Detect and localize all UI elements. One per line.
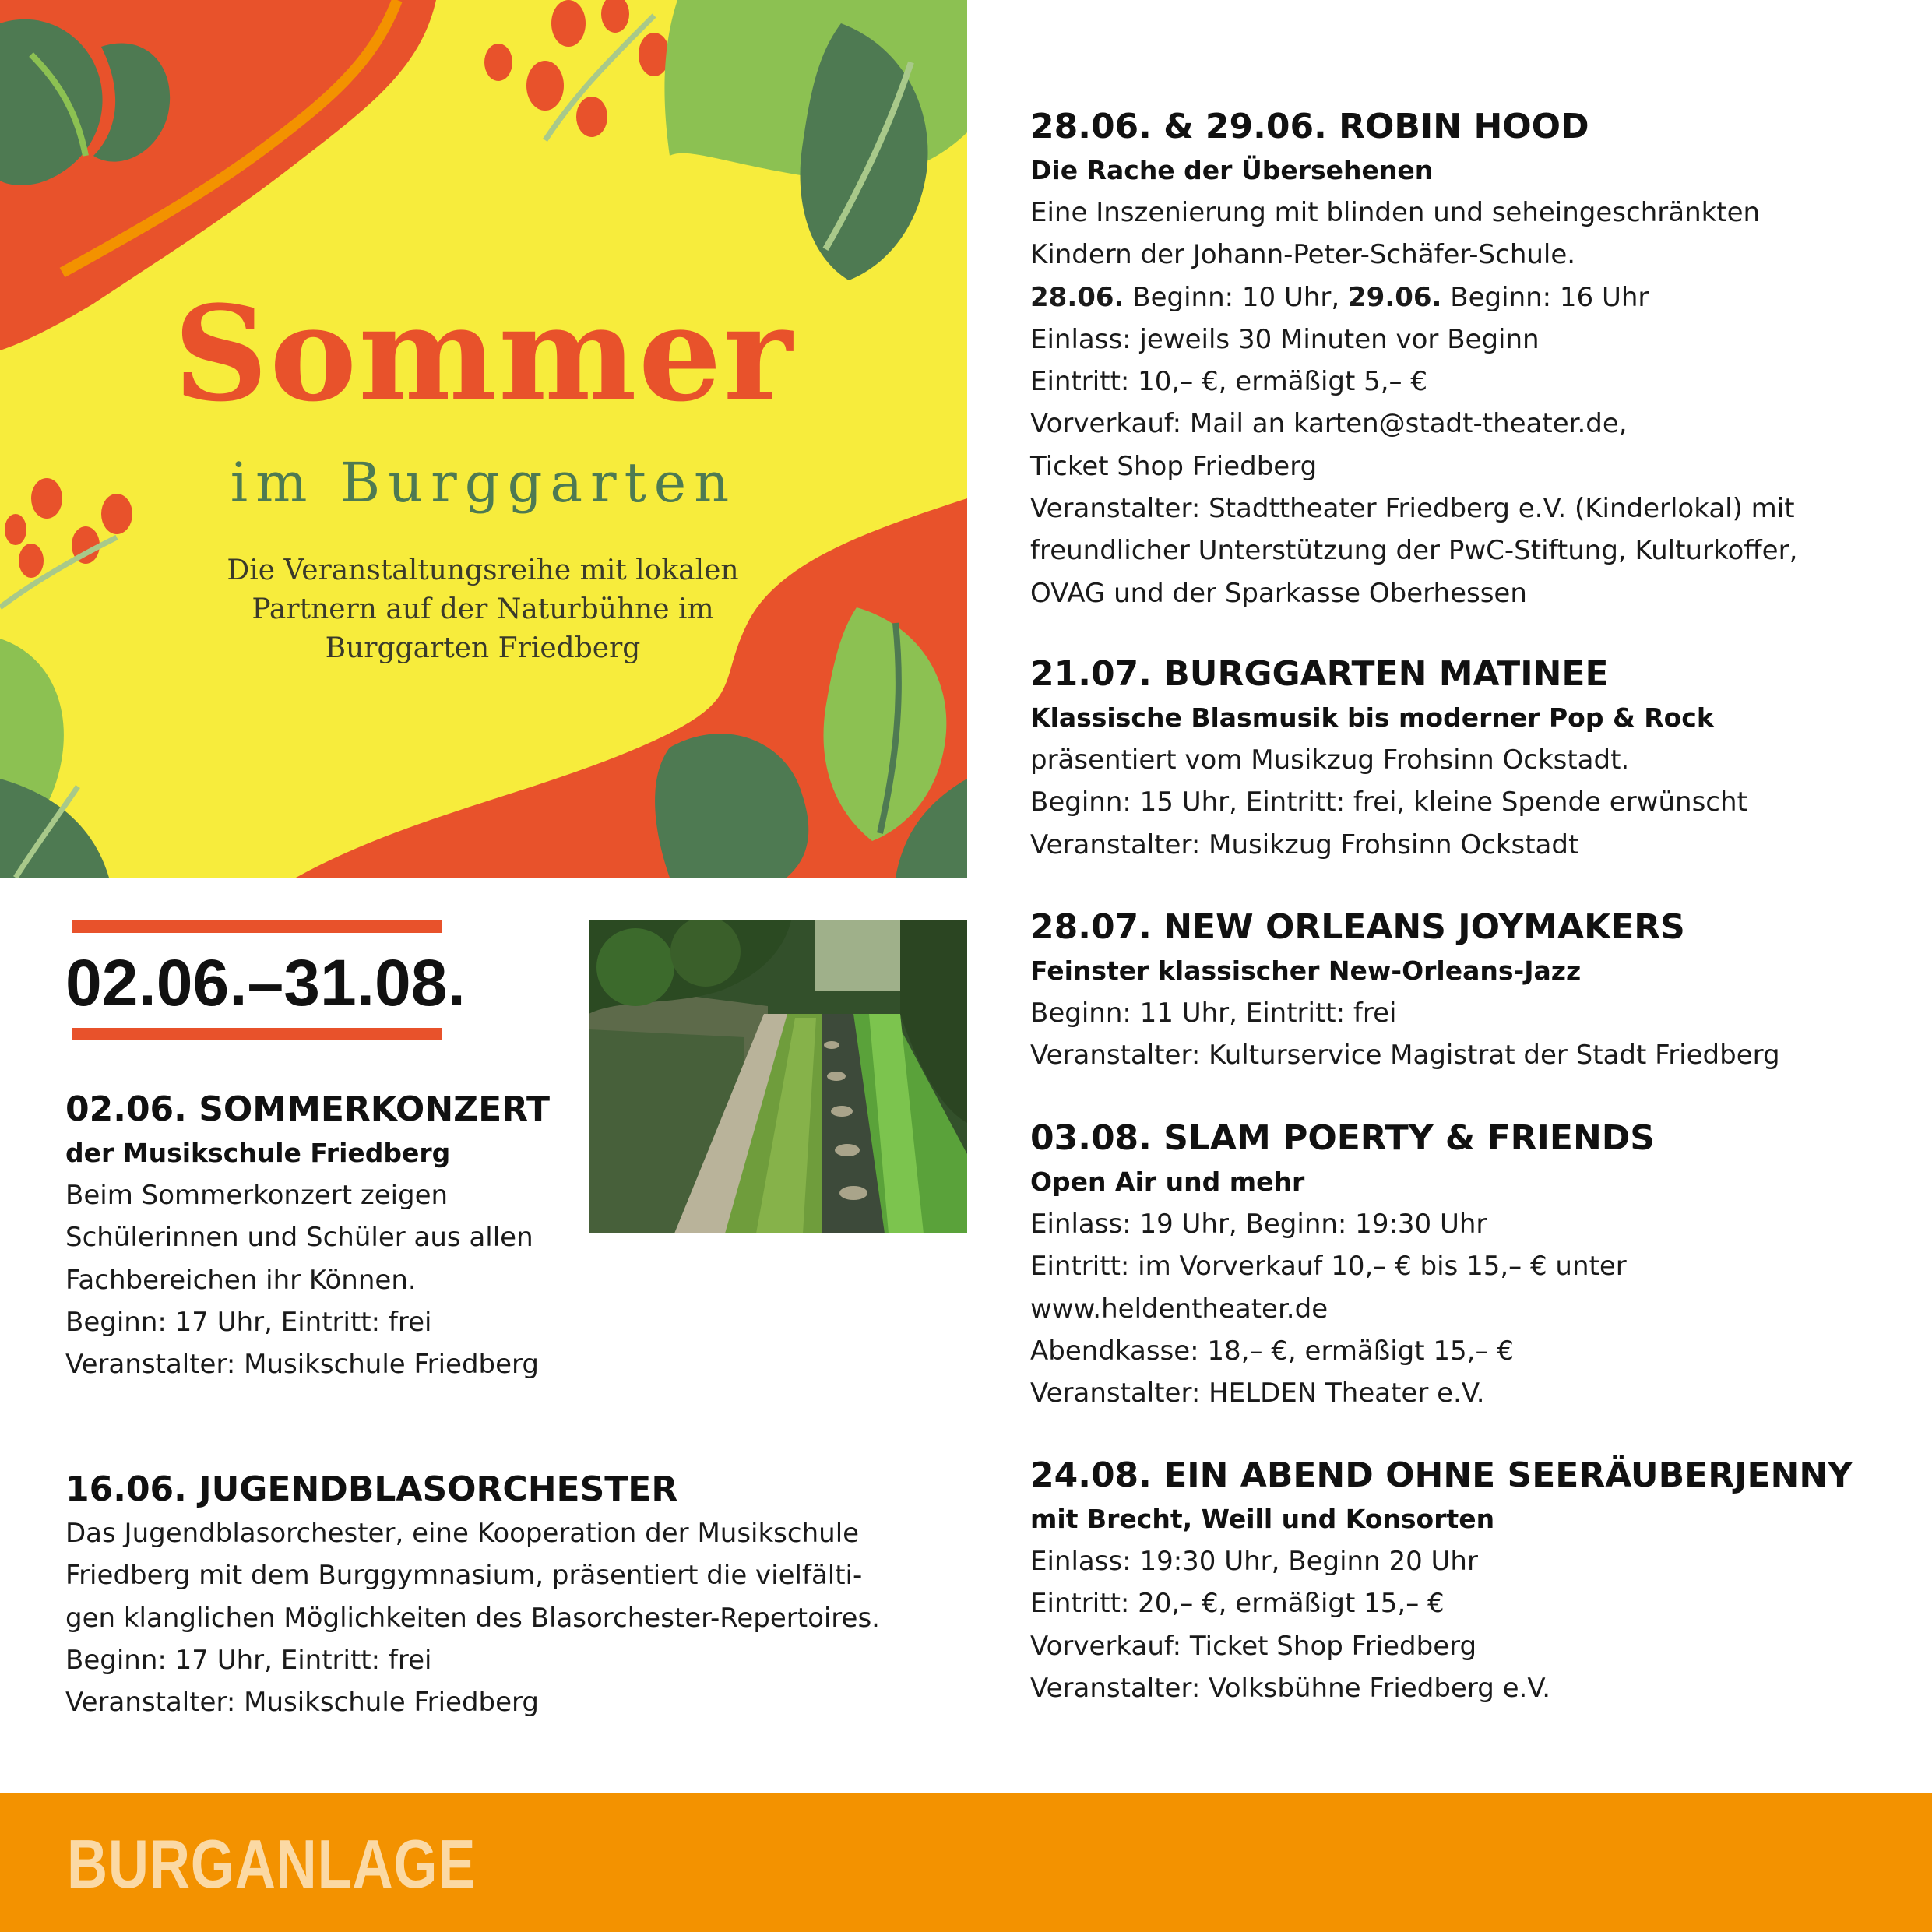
burggarten-photo <box>589 920 967 1233</box>
event-line: Eintritt: im Vorverkauf 10,– € bis 15,– € unter <box>1030 1251 1627 1283</box>
event-time: Beginn: 10 Uhr, <box>1124 281 1349 313</box>
event-line: Beginn: 15 Uhr, Eintritt: frei, kleine Spende erwünscht <box>1030 787 1747 818</box>
event-title: 21.07. BURGGARTEN MATINEE <box>1030 654 1609 694</box>
date-range: 02.06.–31.08. <box>65 946 466 1019</box>
event-line: Einlass: 19:30 Uhr, Beginn 20 Uhr <box>1030 1546 1478 1577</box>
event-line: Veranstalter: Musikschule Friedberg <box>65 1687 539 1719</box>
event-line: Fachbereichen ihr Können. <box>65 1264 417 1296</box>
event-subtitle: Klassische Blasmusik bis moderner Pop & Rock <box>1030 702 1714 733</box>
event-line: Das Jugendblasorchester, eine Kooperation der Musikschule <box>65 1518 860 1549</box>
event-line: Veranstalter: Stadttheater Friedberg e.V. (Kinderlokal) mit <box>1030 493 1795 525</box>
event-line: Beginn: 17 Uhr, Eintritt: frei <box>65 1306 432 1338</box>
event-title: 28.06. & 29.06. ROBIN HOOD <box>1030 107 1589 146</box>
poster-description <box>195 551 771 668</box>
event-line: Vorverkauf: Ticket Shop Friedberg <box>1030 1630 1477 1662</box>
event-line: Beim Sommerkonzert zeigen <box>65 1180 449 1211</box>
event-time: Beginn: 16 Uhr <box>1441 281 1649 313</box>
event-line: Kindern der Johann-Peter-Schäfer-Schule. <box>1030 239 1576 271</box>
event-line: Beginn: 17 Uhr, Eintritt: frei <box>65 1644 432 1676</box>
footer-label: BURGANLAGE <box>67 1825 477 1902</box>
poster-description-line: Partnern auf der Naturbühne im <box>252 593 714 625</box>
event-jugendblasorchester <box>65 1467 880 1723</box>
event-line: Eintritt: 10,– €, ermäßigt 5,– € <box>1030 366 1427 398</box>
event-slam-poetry <box>1030 1116 1655 1414</box>
event-sommerkonzert <box>65 1087 550 1385</box>
poster-description-line: Die Veranstaltungsreihe mit lokalen <box>227 554 739 586</box>
event-date: 29.06. <box>1348 281 1442 313</box>
event-times-line <box>1030 276 1797 318</box>
event-title: 03.08. SLAM POERTY & FRIENDS <box>1030 1118 1655 1158</box>
event-line: Einlass: 19 Uhr, Beginn: 19:30 Uhr <box>1030 1209 1487 1240</box>
event-line: präsentiert vom Musikzug Frohsinn Ockstadt. <box>1030 744 1630 776</box>
event-line: OVAG und der Sparkasse Oberhessen <box>1030 577 1527 609</box>
footer-bar <box>0 1793 1932 1932</box>
event-seeraeuberjenny <box>1030 1453 1853 1709</box>
event-date: 28.06. <box>1030 281 1124 313</box>
event-subtitle: Open Air und mehr <box>1030 1167 1305 1197</box>
event-line: Veranstalter: Volksbühne Friedberg e.V. <box>1030 1672 1551 1704</box>
event-title: 24.08. EIN ABEND OHNE SEERÄUBERJENNY <box>1030 1455 1853 1495</box>
event-line: Veranstalter: Musikzug Frohsinn Ockstadt <box>1030 829 1579 860</box>
event-title: 02.06. SOMMERKONZERT <box>65 1089 551 1129</box>
event-line: www.heldentheater.de <box>1030 1293 1328 1325</box>
event-line: Ticket Shop Friedberg <box>1030 450 1318 482</box>
event-subtitle: mit Brecht, Weill und Konsorten <box>1030 1504 1495 1534</box>
event-poster <box>0 0 967 878</box>
event-line: Einlass: jeweils 30 Minuten vor Beginn <box>1030 323 1540 355</box>
event-robin-hood <box>1030 104 1797 614</box>
date-range-rule-bottom <box>72 1028 442 1040</box>
event-line: Abendkasse: 18,– €, ermäßigt 15,– € <box>1030 1335 1514 1367</box>
event-new-orleans-joymakers <box>1030 905 1780 1077</box>
event-line: Vorverkauf: Mail an karten@stadt-theater.de, <box>1030 408 1628 440</box>
date-range-rule-top <box>72 920 442 933</box>
poster-decoration <box>0 0 967 878</box>
poster-subtitle: im Burggarten <box>230 451 737 515</box>
event-line: Beginn: 11 Uhr, Eintritt: frei <box>1030 998 1397 1029</box>
event-subtitle: Feinster klassischer New-Orleans-Jazz <box>1030 955 1582 986</box>
event-line: Veranstalter: HELDEN Theater e.V. <box>1030 1378 1485 1409</box>
event-title: 28.07. NEW ORLEANS JOYMAKERS <box>1030 907 1685 947</box>
event-line: Schülerinnen und Schüler aus allen <box>65 1222 533 1254</box>
event-line: Eine Inszenierung mit blinden und seheingeschränkten <box>1030 197 1761 228</box>
event-subtitle: Die Rache der Übersehenen <box>1030 155 1434 185</box>
event-line: freundlicher Unterstützung der PwC-Stiftung, Kulturkoffer, <box>1030 535 1798 567</box>
event-subtitle: der Musikschule Friedberg <box>65 1138 451 1168</box>
event-title: 16.06. JUGENDBLASORCHESTER <box>65 1469 678 1509</box>
event-line: Veranstalter: Kulturservice Magistrat der Stadt Friedberg <box>1030 1040 1780 1072</box>
event-line: Friedberg mit dem Burggymnasium, präsentiert die vielfälti- <box>65 1560 863 1592</box>
event-line: Eintritt: 20,– €, ermäßigt 15,– € <box>1030 1588 1445 1620</box>
poster-description-line: Burggarten Friedberg <box>325 632 641 664</box>
event-line: Veranstalter: Musikschule Friedberg <box>65 1349 539 1381</box>
event-line: gen klanglichen Möglichkeiten des Blasorchester-Repertoires. <box>65 1602 880 1634</box>
event-burggarten-matinee <box>1030 652 1747 866</box>
poster-title: Sommer <box>173 276 794 431</box>
